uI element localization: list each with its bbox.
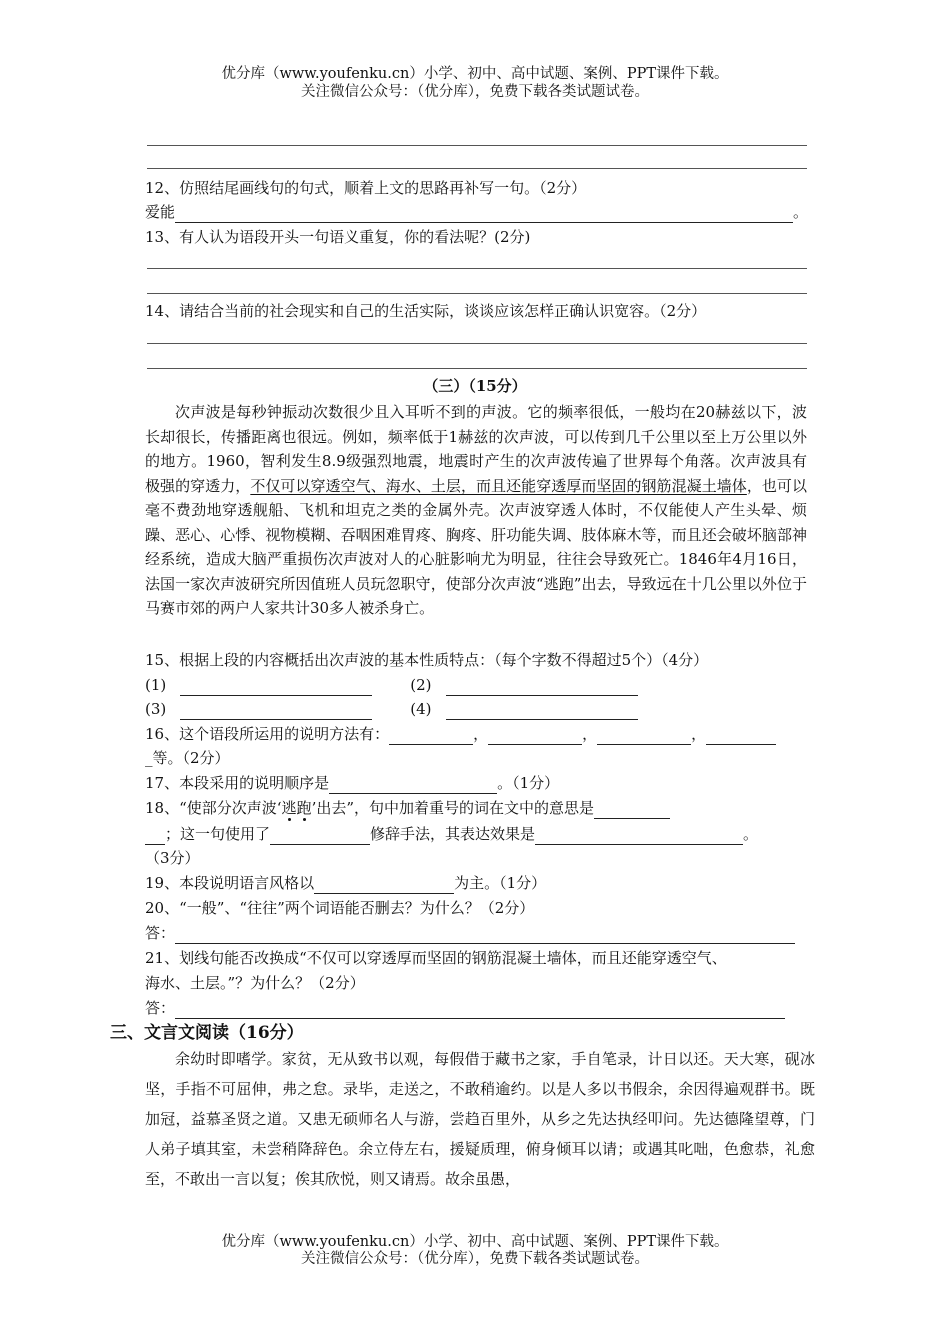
q17-blank[interactable]	[329, 776, 497, 794]
q15-row-2	[145, 698, 638, 720]
q19-text: 19、本段说明语言风格以	[145, 874, 315, 892]
footer-line-1: 优分库（www.youfenku.cn）小学、初中、高中试题、案例、PPT课件下载。	[221, 1234, 729, 1250]
answer-rule	[147, 368, 807, 369]
classical-passage: 余幼时即嗜学。家贫，无从致书以观，每假借于藏书之家，手自笔录，计日以还。天大寒，砚冰坚，手指不可屈伸，弗之怠。录毕，走送之，不敢稍逾约。以是人多以书假余，余因得遍观群书。既加冠，益慕圣贤之道。又患无硕师名人与游，尝趋百里外，从乡之先达执经叩问。先达德隆望尊，门人弟子填其室，未尝稍降辞色。余立侍左右，援疑质理，俯身倾耳以请；或遇其叱咄，色愈恭，礼愈至，不敢出一言以复；俟其欣悦，则又请焉。故余虽愚，	[145, 1050, 815, 1188]
q15-blank-3[interactable]	[180, 702, 372, 720]
q16-blank-1[interactable]	[389, 727, 473, 745]
q16-sep: ，	[473, 725, 489, 743]
q16-blank-3[interactable]	[597, 727, 691, 745]
q21-answer	[145, 997, 785, 1019]
question-14: 14、请结合当前的社会现实和自己的生活实际，谈谈应该怎样正确认识宽容。（2分）	[145, 302, 707, 320]
q12-prefix: 爱能	[145, 203, 176, 221]
q21-blank[interactable]	[175, 1001, 785, 1019]
q15-label-2: (2)	[410, 676, 432, 694]
q19-blank[interactable]	[314, 876, 454, 894]
question-21-cont: 海水、土层。”？为什么？（2分）	[145, 974, 365, 992]
q18-line-2	[145, 823, 758, 845]
underlined-sentence: 不仅可以穿透空气、海水、土层，而且还能穿透厚而坚固的钢筋混凝土墙体	[250, 476, 747, 495]
q18-blank-1-cont[interactable]	[145, 827, 165, 845]
q18-d: 修辞手法，其表达效果是	[370, 825, 536, 843]
answer-rule	[147, 268, 807, 269]
answer-rule	[147, 343, 807, 344]
q15-row-1	[145, 674, 638, 696]
q16-end: _等。（2分）	[145, 749, 230, 767]
part-title: 三、文言文阅读（16分）	[110, 1023, 304, 1043]
q15-label-1: (1)	[145, 676, 167, 694]
passage-part-2: ，也可以毫不费劲地穿透舰船、飞机和坦克之类的金属外壳。次声波穿透人体时，不仅能使人产生头晕、烦躁、恶心、心悸、视物模糊、吞咽困难胃疼、胸疼、肝功能失调、肢体麻木等，而且还会破坏脑部神经系统，造成大脑严重损伤次声波对人的心脏影响尤为明显，往往会导致死亡。1846年4月16日，法国一家次声波研究所因值班人员玩忽职守，使部分次声波“逃跑”出去，导致远在十几公里以外位于马赛市郊的两户人家共计30多人被杀身亡。	[145, 476, 807, 617]
answer-label: 答：	[145, 924, 176, 942]
question-12-answer	[145, 201, 808, 223]
emphasis-char-1: 逃	[281, 799, 297, 817]
question-21: 21、划线句能否改换成“不仅可以穿透厚而坚固的钢筋混凝土墙体，而且还能穿透空气、	[145, 949, 727, 967]
q16-sep: ，	[691, 725, 707, 743]
q15-label-3: (3)	[145, 700, 167, 718]
q18-blank-3[interactable]	[535, 827, 743, 845]
header-line-2: 关注微信公众号：（优分库），免费下载各类试题试卷。	[301, 84, 649, 100]
q17-text: 17、本段采用的说明顺序是	[145, 774, 330, 792]
question-13: 13、有人认为语段开头一句语义重复，你的看法呢？(2分)	[145, 228, 531, 246]
q20-answer	[145, 922, 795, 944]
q18-a: 18、“使部分次声波‘	[145, 799, 282, 817]
q20-blank[interactable]	[175, 926, 795, 944]
question-20: 20、“一般”、“往往”两个词语能否删去？为什么？（2分）	[145, 899, 535, 917]
q16-text: 16、这个语段所运用的说明方法有：	[145, 725, 390, 743]
q18-e: 。	[743, 825, 759, 843]
q17-end: 。（1分）	[497, 774, 560, 792]
q18-c: ；这一句使用了	[165, 825, 271, 843]
q15-blank-2[interactable]	[446, 678, 638, 696]
answer-rule	[147, 168, 807, 169]
question-17	[145, 772, 559, 794]
header-line-1: 优分库（www.youfenku.cn）小学、初中、高中试题、案例、PPT课件下载。	[221, 66, 729, 82]
question-18	[145, 797, 670, 819]
footer-line-2: 关注微信公众号：（优分库），免费下载各类试题试卷。	[301, 1251, 649, 1267]
q15-blank-4[interactable]	[446, 702, 638, 720]
question-15: 15、根据上段的内容概括出次声波的基本性质特点：（每个字数不得超过5个）（4分）	[145, 651, 709, 669]
question-19	[145, 872, 546, 894]
q18-score: （3分）	[145, 849, 200, 867]
answer-rule	[147, 293, 807, 294]
q16-blank-4[interactable]	[706, 727, 776, 745]
answer-rule	[147, 145, 807, 146]
question-12: 12、仿照结尾画线句的句式，顺着上文的思路再补写一句。（2分）	[145, 179, 587, 197]
question-16	[145, 723, 776, 745]
passage-part-1: 次声波是每秒钟振动次数很少且入耳听不到的声波。它的频率很低，一般均在20赫兹以下，波长却很长，传播距离也很远。例如，频率低于1赫兹的次声波，可以传到几千公里以至上万公里以外的地方。1960，智利发生8.9级强烈地震，地震时产生的次声波传遍了世界每个角落。次声波具有极强的穿透力，	[145, 403, 807, 495]
q18-b: ’出去”，句中加着重号的词在文中的意思是	[311, 799, 595, 817]
q16-blank-2[interactable]	[488, 727, 582, 745]
passage	[145, 400, 807, 621]
q18-blank-2[interactable]	[270, 827, 370, 845]
q12-blank[interactable]	[175, 205, 793, 223]
q12-suffix: 。	[793, 203, 809, 221]
q15-blank-1[interactable]	[180, 678, 372, 696]
section-title: （三）（15分）	[423, 377, 527, 395]
q18-blank-1[interactable]	[594, 801, 670, 819]
q16-sep: ，	[582, 725, 598, 743]
q19-end: 为主。（1分）	[454, 874, 547, 892]
answer-label: 答：	[145, 999, 176, 1017]
q15-label-4: (4)	[410, 700, 432, 718]
emphasis-char-2: 跑	[296, 799, 312, 817]
